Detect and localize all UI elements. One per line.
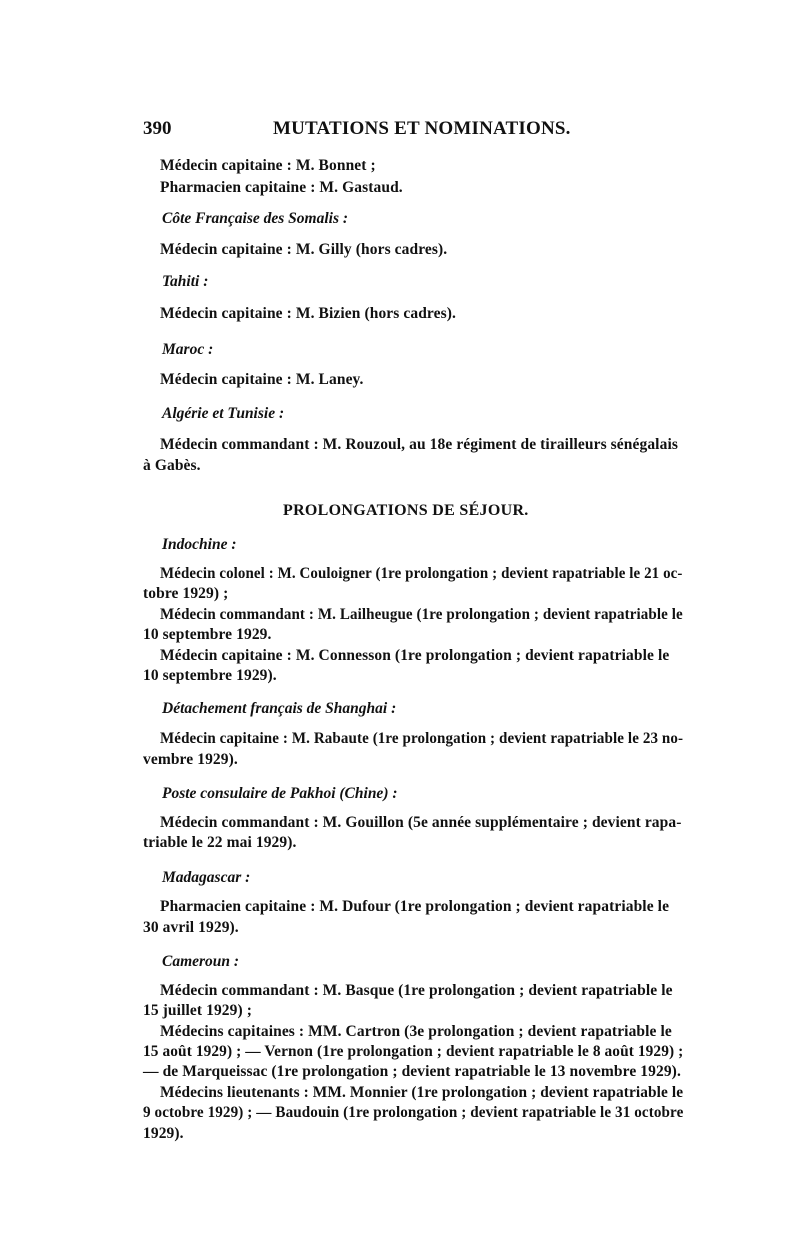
section-heading: Cameroun : (162, 953, 240, 970)
text-line: — de Marqueissac (1re prolongation ; devient rapatriable le 13 novembre 1929). (143, 1063, 681, 1080)
text-line: Médecin capitaine : M. Rabaute (1re prolongation ; devient rapatriable le 23 no- (160, 730, 684, 747)
section-heading: Tahiti : (162, 273, 209, 290)
page-header (143, 118, 683, 144)
text-line: Médecin colonel : M. Couloigner (1re prolongation ; devient rapatriable le 21 oc- (160, 565, 683, 582)
text-line: Médecin capitaine : M. Bonnet ; (160, 157, 376, 174)
chapter-heading: PROLONGATIONS DE SÉJOUR. (283, 502, 529, 519)
text-line: Pharmacien capitaine : M. Gastaud. (160, 179, 403, 196)
text-line: 10 septembre 1929). (143, 667, 277, 684)
page-number: 390 (143, 118, 172, 139)
text-line: Médecins capitaines : MM. Cartron (3e prolongation ; devient rapatriable le (160, 1023, 672, 1040)
text-line: 1929). (143, 1125, 184, 1142)
text-line: 15 août 1929) ; — Vernon (1re prolongation ; devient rapatriable le 8 août 1929) ; (143, 1043, 684, 1060)
text-line: 9 octobre 1929) ; — Baudouin (1re prolongation ; devient rapatriable le 31 octobre (143, 1104, 684, 1121)
section-heading: Indochine : (162, 536, 237, 553)
text-line: tobre 1929) ; (143, 585, 229, 602)
section-heading: Algérie et Tunisie : (162, 405, 285, 422)
text-line: Médecin commandant : M. Basque (1re prolongation ; devient rapatriable le (160, 982, 673, 999)
text-line: 10 septembre 1929. (143, 626, 272, 643)
text-line: Médecins lieutenants : MM. Monnier (1re prolongation ; devient rapatriable le (160, 1084, 684, 1101)
text-line: vembre 1929). (143, 751, 238, 768)
text-line: 15 juillet 1929) ; (143, 1002, 252, 1019)
section-heading: Poste consulaire de Pakhoi (Chine) : (162, 785, 398, 802)
text-line: 30 avril 1929). (143, 919, 239, 936)
text-line: à Gabès. (143, 457, 201, 474)
text-line: Médecin capitaine : M. Laney. (160, 371, 364, 388)
section-heading: Détachement français de Shanghai : (162, 700, 397, 717)
text-line: Médecin commandant : M. Lailheugue (1re prolongation ; devient rapatriable le (160, 606, 683, 623)
text-line: Médecin capitaine : M. Gilly (hors cadres). (160, 241, 448, 258)
running-title: MUTATIONS ET NOMINATIONS. (273, 118, 571, 139)
section-heading: Côte Française des Somalis : (162, 210, 349, 227)
text-line: Médecin commandant : M. Gouillon (5e année supplémentaire ; devient rapa- (160, 814, 682, 831)
text-line: Médecin commandant : M. Rouzoul, au 18e régiment de tirailleurs sénégalais (160, 436, 678, 453)
text-line: Pharmacien capitaine : M. Dufour (1re prolongation ; devient rapatriable le (160, 898, 670, 915)
text-line: Médecin capitaine : M. Bizien (hors cadres). (160, 305, 456, 322)
text-line: triable le 22 mai 1929). (143, 834, 297, 851)
section-heading: Maroc : (162, 341, 214, 358)
section-heading: Madagascar : (162, 869, 251, 886)
text-line: Médecin capitaine : M. Connesson (1re prolongation ; devient rapatriable le (160, 647, 670, 664)
